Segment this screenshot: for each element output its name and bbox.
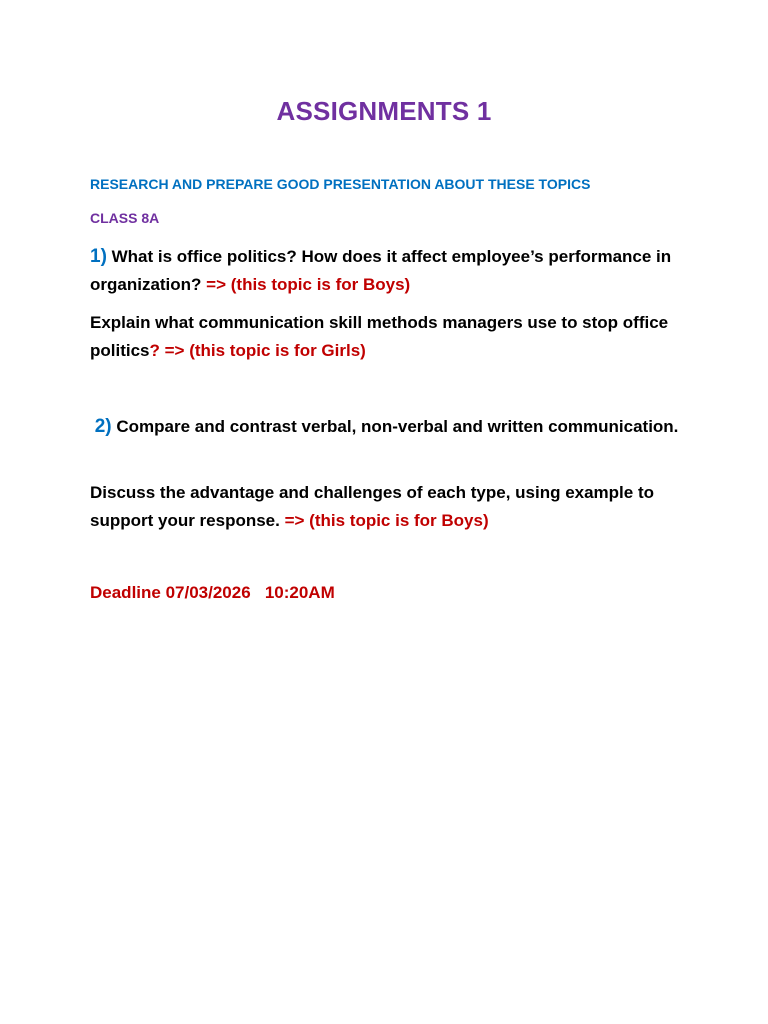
- question-1: [90, 243, 685, 299]
- question-2-followup-text: Discuss the advantage and challenges of each type, using example to support your response.: [90, 483, 655, 530]
- question-2-number: 2): [94, 416, 112, 437]
- class-label: CLASS 8A: [90, 210, 160, 226]
- document-subtitle: RESEARCH AND PREPARE GOOD PRESENTATION ABOUT THESE TOPICS: [90, 176, 591, 192]
- question-1-followup-tag: ? => (this topic is for Girls): [149, 341, 366, 360]
- document-title: ASSIGNMENTS 1: [276, 96, 492, 126]
- question-2-followup-tag: => (this topic is for Boys): [284, 511, 489, 530]
- question-1-number: 1): [90, 246, 107, 267]
- question-2: [90, 413, 685, 441]
- question-1-followup-text: Explain what communication skill methods managers use to stop office politics: [90, 313, 669, 360]
- question-1-followup: [90, 309, 685, 365]
- question-1-text: What is office politics? How does it affect employee’s performance in organization?: [90, 247, 672, 294]
- deadline-text: Deadline 07/03/2026 10:20AM: [90, 583, 335, 602]
- question-2-followup: [90, 479, 685, 535]
- question-1-tag: => (this topic is for Boys): [206, 275, 411, 294]
- question-2-text: Compare and contrast verbal, non-verbal and written communication.: [111, 417, 679, 436]
